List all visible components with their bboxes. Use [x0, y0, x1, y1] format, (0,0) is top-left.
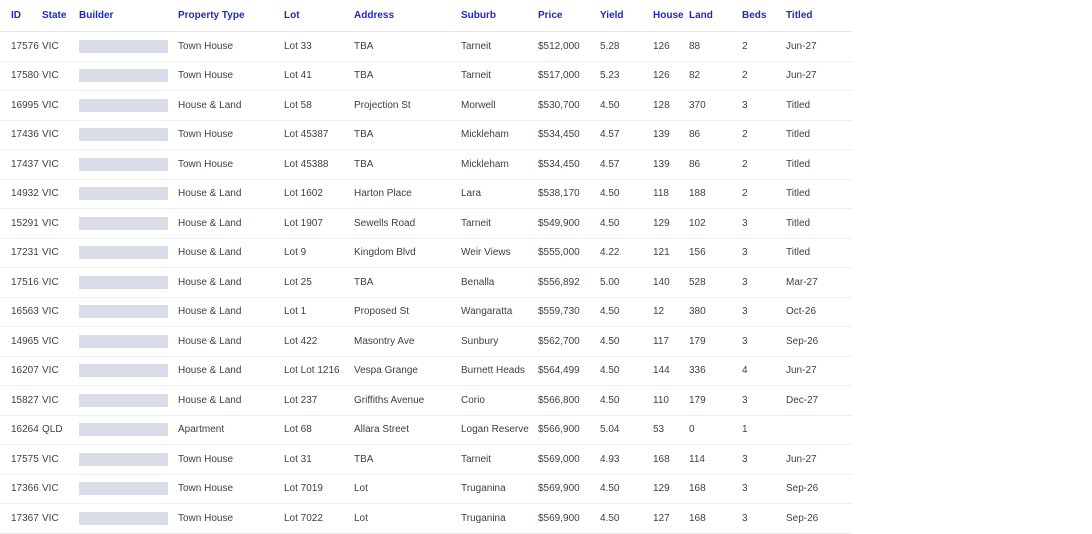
- builder-redacted-placeholder: [79, 187, 168, 200]
- cell-land: 179: [689, 327, 742, 357]
- cell-land: 370: [689, 91, 742, 121]
- cell-price: $549,900: [538, 209, 600, 239]
- cell-yield: 4.50: [600, 91, 653, 121]
- cell-builder: [79, 179, 178, 209]
- cell-beds: 3: [742, 445, 786, 475]
- cell-titled: Jun-27: [786, 445, 852, 475]
- cell-land: 88: [689, 32, 742, 62]
- cell-yield: 4.50: [600, 504, 653, 534]
- cell-price: $530,700: [538, 91, 600, 121]
- cell-price: $556,892: [538, 268, 600, 298]
- cell-beds: 3: [742, 297, 786, 327]
- cell-price: $566,900: [538, 415, 600, 445]
- cell-yield: 4.50: [600, 179, 653, 209]
- cell-titled: Jun-27: [786, 61, 852, 91]
- column-header-beds[interactable]: Beds: [742, 0, 786, 32]
- cell-titled: Sep-26: [786, 504, 852, 534]
- cell-beds: 3: [742, 91, 786, 121]
- cell-state: VIC: [42, 327, 79, 357]
- cell-land: 528: [689, 268, 742, 298]
- cell-state: VIC: [42, 445, 79, 475]
- cell-yield: 4.50: [600, 297, 653, 327]
- cell-land: 168: [689, 474, 742, 504]
- cell-titled: Titled: [786, 238, 852, 268]
- cell-suburb: Burnett Heads: [461, 356, 538, 386]
- cell-id: 15827: [0, 386, 42, 416]
- cell-yield: 4.50: [600, 356, 653, 386]
- cell-builder: [79, 91, 178, 121]
- column-header-lot[interactable]: Lot: [284, 0, 354, 32]
- cell-address: Lot: [354, 474, 461, 504]
- cell-beds: 2: [742, 179, 786, 209]
- cell-builder: [79, 297, 178, 327]
- table-body: [0, 32, 852, 534]
- cell-property-type: House & Land: [178, 297, 284, 327]
- cell-id: 17231: [0, 238, 42, 268]
- cell-land: 179: [689, 386, 742, 416]
- cell-state: VIC: [42, 297, 79, 327]
- cell-id: 16563: [0, 297, 42, 327]
- table-row[interactable]: [0, 504, 852, 534]
- cell-address: TBA: [354, 120, 461, 150]
- cell-land: 188: [689, 179, 742, 209]
- cell-house: 128: [653, 91, 689, 121]
- cell-state: VIC: [42, 209, 79, 239]
- cell-address: Allara Street: [354, 415, 461, 445]
- cell-beds: 2: [742, 61, 786, 91]
- builder-redacted-placeholder: [79, 217, 168, 230]
- cell-id: 16207: [0, 356, 42, 386]
- cell-builder: [79, 268, 178, 298]
- cell-suburb: Benalla: [461, 268, 538, 298]
- cell-id: 17580: [0, 61, 42, 91]
- cell-price: $538,170: [538, 179, 600, 209]
- cell-address: TBA: [354, 32, 461, 62]
- cell-state: VIC: [42, 386, 79, 416]
- cell-builder: [79, 61, 178, 91]
- column-header-yield[interactable]: Yield: [600, 0, 653, 32]
- cell-beds: 2: [742, 32, 786, 62]
- cell-lot: Lot Lot 1216: [284, 356, 354, 386]
- cell-house: 126: [653, 61, 689, 91]
- table-row[interactable]: [0, 356, 852, 386]
- cell-yield: 5.23: [600, 61, 653, 91]
- cell-address: TBA: [354, 445, 461, 475]
- cell-builder: [79, 386, 178, 416]
- column-header-land[interactable]: Land: [689, 0, 742, 32]
- cell-price: $555,000: [538, 238, 600, 268]
- cell-house: 53: [653, 415, 689, 445]
- cell-id: 14932: [0, 179, 42, 209]
- cell-house: 129: [653, 474, 689, 504]
- cell-builder: [79, 327, 178, 357]
- cell-yield: 4.50: [600, 474, 653, 504]
- cell-suburb: Mickleham: [461, 120, 538, 150]
- cell-id: 17575: [0, 445, 42, 475]
- cell-titled: Titled: [786, 179, 852, 209]
- cell-land: 380: [689, 297, 742, 327]
- cell-suburb: Tarneit: [461, 32, 538, 62]
- cell-property-type: House & Land: [178, 179, 284, 209]
- cell-property-type: House & Land: [178, 327, 284, 357]
- cell-price: $569,900: [538, 474, 600, 504]
- cell-suburb: Logan Reserve: [461, 415, 538, 445]
- cell-lot: Lot 7022: [284, 504, 354, 534]
- cell-builder: [79, 415, 178, 445]
- cell-state: VIC: [42, 268, 79, 298]
- cell-id: 17516: [0, 268, 42, 298]
- cell-state: VIC: [42, 120, 79, 150]
- cell-address: TBA: [354, 61, 461, 91]
- builder-redacted-placeholder: [79, 40, 168, 53]
- cell-yield: 4.50: [600, 209, 653, 239]
- cell-beds: 1: [742, 415, 786, 445]
- column-header-state[interactable]: State: [42, 0, 79, 32]
- table-row[interactable]: [0, 474, 852, 504]
- cell-id: 16264: [0, 415, 42, 445]
- cell-land: 114: [689, 445, 742, 475]
- cell-address: Lot: [354, 504, 461, 534]
- cell-lot: Lot 25: [284, 268, 354, 298]
- cell-address: Harton Place: [354, 179, 461, 209]
- column-header-titled[interactable]: Titled: [786, 0, 852, 32]
- cell-builder: [79, 445, 178, 475]
- cell-address: TBA: [354, 268, 461, 298]
- cell-suburb: Tarneit: [461, 209, 538, 239]
- table-row[interactable]: [0, 209, 852, 239]
- cell-state: VIC: [42, 504, 79, 534]
- table-row[interactable]: [0, 445, 852, 475]
- cell-id: 17436: [0, 120, 42, 150]
- table-row[interactable]: [0, 32, 852, 62]
- cell-lot: Lot 237: [284, 386, 354, 416]
- cell-address: Vespa Grange: [354, 356, 461, 386]
- column-header-property-type[interactable]: Property Type: [178, 0, 284, 32]
- builder-redacted-placeholder: [79, 394, 168, 407]
- cell-titled: Oct-26: [786, 297, 852, 327]
- cell-titled: Jun-27: [786, 356, 852, 386]
- cell-titled: Titled: [786, 209, 852, 239]
- builder-redacted-placeholder: [79, 69, 168, 82]
- cell-property-type: Town House: [178, 32, 284, 62]
- cell-yield: 5.00: [600, 268, 653, 298]
- cell-property-type: House & Land: [178, 91, 284, 121]
- cell-beds: 3: [742, 327, 786, 357]
- cell-suburb: Weir Views: [461, 238, 538, 268]
- cell-beds: 3: [742, 474, 786, 504]
- cell-property-type: House & Land: [178, 209, 284, 239]
- cell-state: VIC: [42, 356, 79, 386]
- cell-land: 156: [689, 238, 742, 268]
- cell-id: 17366: [0, 474, 42, 504]
- cell-builder: [79, 474, 178, 504]
- table-row[interactable]: [0, 120, 852, 150]
- cell-beds: 2: [742, 150, 786, 180]
- cell-id: 15291: [0, 209, 42, 239]
- cell-state: VIC: [42, 238, 79, 268]
- table-row[interactable]: [0, 297, 852, 327]
- cell-state: VIC: [42, 179, 79, 209]
- cell-property-type: Town House: [178, 445, 284, 475]
- cell-state: QLD: [42, 415, 79, 445]
- builder-redacted-placeholder: [79, 128, 168, 141]
- cell-suburb: Truganina: [461, 474, 538, 504]
- cell-beds: 3: [742, 209, 786, 239]
- cell-suburb: Tarneit: [461, 445, 538, 475]
- cell-price: $569,000: [538, 445, 600, 475]
- column-header-house[interactable]: House: [653, 0, 689, 32]
- cell-price: $566,800: [538, 386, 600, 416]
- cell-property-type: House & Land: [178, 268, 284, 298]
- cell-lot: Lot 1: [284, 297, 354, 327]
- builder-redacted-placeholder: [79, 99, 168, 112]
- cell-land: 0: [689, 415, 742, 445]
- cell-builder: [79, 356, 178, 386]
- cell-land: 86: [689, 120, 742, 150]
- cell-beds: 3: [742, 386, 786, 416]
- cell-beds: 2: [742, 120, 786, 150]
- cell-address: Griffiths Avenue: [354, 386, 461, 416]
- cell-house: 144: [653, 356, 689, 386]
- cell-house: 126: [653, 32, 689, 62]
- cell-address: Masontry Ave: [354, 327, 461, 357]
- cell-lot: Lot 41: [284, 61, 354, 91]
- table-row[interactable]: [0, 327, 852, 357]
- builder-redacted-placeholder: [79, 482, 168, 495]
- builder-redacted-placeholder: [79, 335, 168, 348]
- cell-house: 129: [653, 209, 689, 239]
- builder-redacted-placeholder: [79, 305, 168, 318]
- builder-redacted-placeholder: [79, 423, 168, 436]
- column-header-address[interactable]: Address: [354, 0, 461, 32]
- cell-property-type: Town House: [178, 150, 284, 180]
- cell-property-type: House & Land: [178, 238, 284, 268]
- column-header-suburb[interactable]: Suburb: [461, 0, 538, 32]
- table-row[interactable]: [0, 386, 852, 416]
- cell-house: 12: [653, 297, 689, 327]
- cell-house: 140: [653, 268, 689, 298]
- cell-suburb: Sunbury: [461, 327, 538, 357]
- cell-titled: Titled: [786, 120, 852, 150]
- cell-lot: Lot 7019: [284, 474, 354, 504]
- cell-suburb: Lara: [461, 179, 538, 209]
- cell-address: Sewells Road: [354, 209, 461, 239]
- cell-house: 121: [653, 238, 689, 268]
- cell-builder: [79, 150, 178, 180]
- cell-lot: Lot 33: [284, 32, 354, 62]
- cell-titled: Titled: [786, 150, 852, 180]
- cell-house: 139: [653, 150, 689, 180]
- cell-suburb: Mickleham: [461, 150, 538, 180]
- cell-beds: 4: [742, 356, 786, 386]
- table-row[interactable]: [0, 238, 852, 268]
- cell-address: Proposed St: [354, 297, 461, 327]
- cell-lot: Lot 58: [284, 91, 354, 121]
- cell-land: 86: [689, 150, 742, 180]
- cell-lot: Lot 1907: [284, 209, 354, 239]
- cell-house: 127: [653, 504, 689, 534]
- column-header-builder[interactable]: Builder: [79, 0, 178, 32]
- cell-titled: Titled: [786, 91, 852, 121]
- cell-state: VIC: [42, 32, 79, 62]
- cell-address: Projection St: [354, 91, 461, 121]
- table-row[interactable]: [0, 150, 852, 180]
- cell-address: Kingdom Blvd: [354, 238, 461, 268]
- cell-price: $559,730: [538, 297, 600, 327]
- cell-house: 168: [653, 445, 689, 475]
- builder-redacted-placeholder: [79, 512, 168, 525]
- cell-id: 17437: [0, 150, 42, 180]
- cell-land: 336: [689, 356, 742, 386]
- cell-lot: Lot 1602: [284, 179, 354, 209]
- cell-suburb: Corio: [461, 386, 538, 416]
- table-row[interactable]: [0, 415, 852, 445]
- cell-titled: Jun-27: [786, 32, 852, 62]
- cell-property-type: Town House: [178, 474, 284, 504]
- cell-titled: Mar-27: [786, 268, 852, 298]
- cell-house: 117: [653, 327, 689, 357]
- builder-redacted-placeholder: [79, 364, 168, 377]
- cell-beds: 3: [742, 268, 786, 298]
- cell-land: 82: [689, 61, 742, 91]
- cell-id: 16995: [0, 91, 42, 121]
- cell-property-type: House & Land: [178, 356, 284, 386]
- cell-lot: Lot 422: [284, 327, 354, 357]
- cell-price: $512,000: [538, 32, 600, 62]
- column-header-price[interactable]: Price: [538, 0, 600, 32]
- cell-lot: Lot 45387: [284, 120, 354, 150]
- column-header-id[interactable]: ID: [0, 0, 42, 32]
- table-row[interactable]: [0, 179, 852, 209]
- cell-yield: 4.50: [600, 386, 653, 416]
- cell-suburb: Tarneit: [461, 61, 538, 91]
- cell-price: $534,450: [538, 150, 600, 180]
- cell-titled: Dec-27: [786, 386, 852, 416]
- cell-titled: Sep-26: [786, 474, 852, 504]
- builder-redacted-placeholder: [79, 276, 168, 289]
- cell-lot: Lot 45388: [284, 150, 354, 180]
- cell-beds: 3: [742, 504, 786, 534]
- cell-builder: [79, 32, 178, 62]
- cell-property-type: Town House: [178, 504, 284, 534]
- cell-yield: 4.93: [600, 445, 653, 475]
- cell-house: 110: [653, 386, 689, 416]
- cell-price: $562,700: [538, 327, 600, 357]
- cell-titled: Sep-26: [786, 327, 852, 357]
- cell-land: 102: [689, 209, 742, 239]
- cell-yield: 5.28: [600, 32, 653, 62]
- cell-yield: 4.57: [600, 150, 653, 180]
- cell-property-type: Apartment: [178, 415, 284, 445]
- cell-id: 14965: [0, 327, 42, 357]
- cell-builder: [79, 504, 178, 534]
- cell-house: 118: [653, 179, 689, 209]
- cell-titled: [786, 415, 852, 445]
- cell-builder: [79, 209, 178, 239]
- cell-id: 17576: [0, 32, 42, 62]
- cell-yield: 4.22: [600, 238, 653, 268]
- cell-price: $534,450: [538, 120, 600, 150]
- cell-yield: 4.50: [600, 327, 653, 357]
- cell-state: VIC: [42, 61, 79, 91]
- cell-beds: 3: [742, 238, 786, 268]
- table-row[interactable]: [0, 61, 852, 91]
- table-row[interactable]: [0, 268, 852, 298]
- cell-state: VIC: [42, 150, 79, 180]
- cell-lot: Lot 9: [284, 238, 354, 268]
- builder-redacted-placeholder: [79, 246, 168, 259]
- cell-builder: [79, 238, 178, 268]
- cell-address: TBA: [354, 150, 461, 180]
- cell-id: 17367: [0, 504, 42, 534]
- cell-suburb: Morwell: [461, 91, 538, 121]
- cell-suburb: Wangaratta: [461, 297, 538, 327]
- cell-house: 139: [653, 120, 689, 150]
- cell-lot: Lot 68: [284, 415, 354, 445]
- cell-property-type: House & Land: [178, 386, 284, 416]
- cell-land: 168: [689, 504, 742, 534]
- cell-state: VIC: [42, 474, 79, 504]
- cell-lot: Lot 31: [284, 445, 354, 475]
- builder-redacted-placeholder: [79, 453, 168, 466]
- cell-yield: 5.04: [600, 415, 653, 445]
- table-header-row: [0, 0, 852, 32]
- cell-property-type: Town House: [178, 61, 284, 91]
- cell-price: $569,900: [538, 504, 600, 534]
- cell-builder: [79, 120, 178, 150]
- builder-redacted-placeholder: [79, 158, 168, 171]
- cell-property-type: Town House: [178, 120, 284, 150]
- cell-price: $517,000: [538, 61, 600, 91]
- cell-suburb: Truganina: [461, 504, 538, 534]
- cell-state: VIC: [42, 91, 79, 121]
- table-row[interactable]: [0, 91, 852, 121]
- cell-price: $564,499: [538, 356, 600, 386]
- cell-yield: 4.57: [600, 120, 653, 150]
